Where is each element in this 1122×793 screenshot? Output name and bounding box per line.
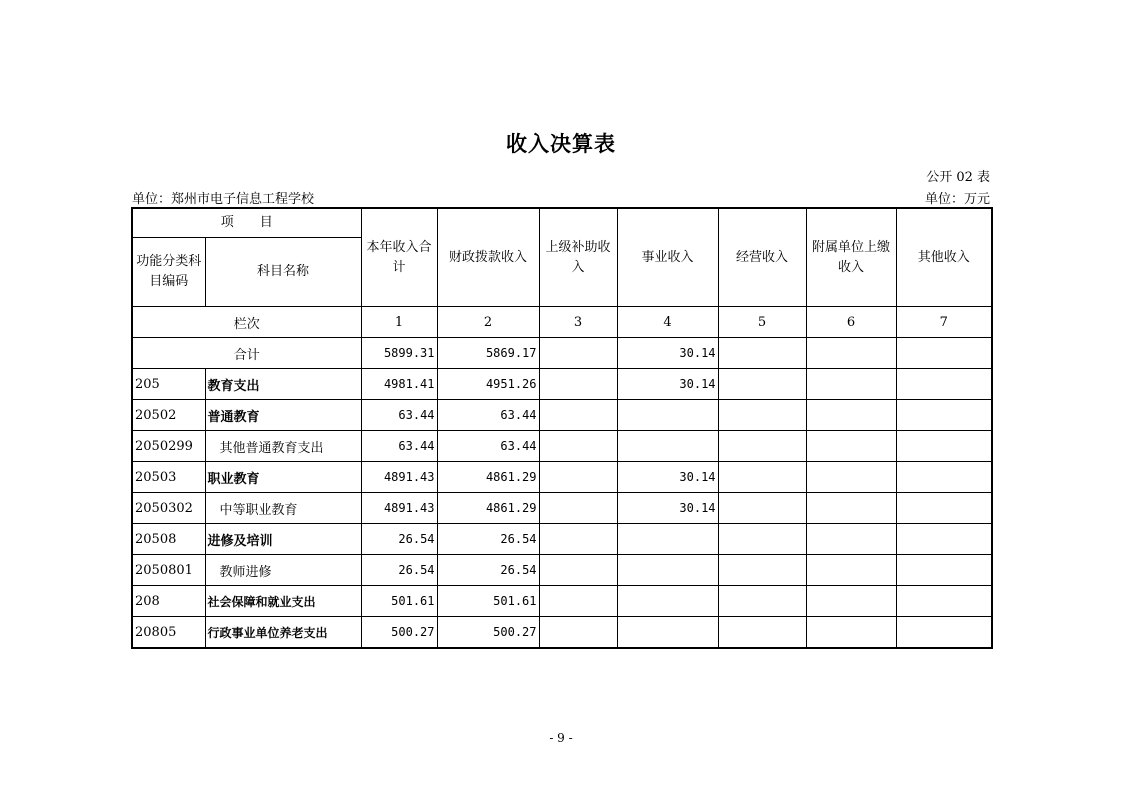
header-item: 项 目 [132,208,361,238]
table-cell [806,369,896,400]
table-cell: 501.61 [437,586,539,617]
subject-name: 普通教育 [205,400,361,431]
table-cell: 4861.29 [437,493,539,524]
page-number: - 9 - [549,731,573,745]
table-row [132,586,992,617]
table-cell: 63.44 [437,431,539,462]
table-cell: 63.44 [361,400,437,431]
table-cell: 30.14 [617,369,718,400]
total-row [132,338,992,369]
table-cell: 26.54 [361,524,437,555]
table-cell: 4981.41 [361,369,437,400]
table-cell: 30.14 [617,493,718,524]
col-num: 6 [806,307,896,338]
table-row [132,493,992,524]
table-cell [539,400,617,431]
unit-organization: 单位：郑州市电子信息工程学校 [132,192,315,207]
table-cell [617,524,718,555]
table-cell [718,493,806,524]
table-cell [539,431,617,462]
table-cell [896,524,992,555]
header-func-code: 功能分类科目编码 [132,238,205,307]
page-title: 收入决算表 [506,131,616,156]
subject-name: 社会保障和就业支出 [205,586,361,617]
table-cell: 4891.43 [361,462,437,493]
table-cell: 30.14 [617,338,718,369]
table-cell: 500.27 [437,617,539,649]
table-cell [539,369,617,400]
table-row [132,369,992,400]
subject-name: 进修及培训 [205,524,361,555]
subject-name: 行政事业单位养老支出 [205,617,361,649]
table-cell [617,586,718,617]
table-cell [718,431,806,462]
table-cell [718,400,806,431]
table-cell: 4891.43 [361,493,437,524]
header-col-5: 经营收入 [718,208,806,307]
table-cell [896,586,992,617]
header-col-2: 财政拨款收入 [437,208,539,307]
subject-name: 教师进修 [205,555,361,586]
table-cell: 501.61 [361,586,437,617]
subject-code: 20508 [132,524,205,555]
table-cell [806,586,896,617]
header-col-6: 附属单位上缴收入 [806,208,896,307]
income-table [131,207,993,649]
unit-currency: 单位：万元 [924,192,990,207]
table-cell [806,617,896,649]
table-cell [718,586,806,617]
table-cell [896,431,992,462]
table-cell [539,338,617,369]
table-cell [539,586,617,617]
table-row [132,431,992,462]
col-num: 3 [539,307,617,338]
col-num: 2 [437,307,539,338]
table-cell [617,555,718,586]
table-row [132,400,992,431]
table-cell [718,555,806,586]
subject-code: 20502 [132,400,205,431]
subject-code: 208 [132,586,205,617]
table-cell: 4951.26 [437,369,539,400]
table-cell [718,338,806,369]
total-label: 合计 [132,338,361,369]
table-cell [718,369,806,400]
header-col-7: 其他收入 [896,208,992,307]
column-number-row [132,307,992,338]
table-cell [896,338,992,369]
header-col-3: 上级补助收入 [539,208,617,307]
subject-name: 其他普通教育支出 [205,431,361,462]
table-cell: 4861.29 [437,462,539,493]
form-number: 公开 02 表 [926,170,990,185]
table-row [132,524,992,555]
table-cell [806,431,896,462]
table-cell [806,493,896,524]
subject-name: 职业教育 [205,462,361,493]
table-cell [806,462,896,493]
table-cell [617,617,718,649]
col-num: 4 [617,307,718,338]
subject-code: 205 [132,369,205,400]
subject-name: 中等职业教育 [205,493,361,524]
table-cell [896,400,992,431]
subject-name: 教育支出 [205,369,361,400]
col-num: 1 [361,307,437,338]
header-col-4: 事业收入 [617,208,718,307]
subject-code: 20503 [132,462,205,493]
header-subject-name: 科目名称 [205,238,361,307]
table-cell [896,617,992,649]
subject-code: 2050302 [132,493,205,524]
table-cell: 63.44 [437,400,539,431]
col-label: 栏次 [132,307,361,338]
table-cell [539,617,617,649]
table-cell: 30.14 [617,462,718,493]
table-cell [539,462,617,493]
table-cell [539,555,617,586]
subject-code: 20805 [132,617,205,649]
table-cell [806,524,896,555]
table-row [132,555,992,586]
header-col-1: 本年收入合计 [361,208,437,307]
table-cell [539,524,617,555]
table-cell [539,493,617,524]
table-cell [617,431,718,462]
col-num: 7 [896,307,992,338]
table-cell [718,462,806,493]
table-cell: 26.54 [361,555,437,586]
table-cell: 26.54 [437,524,539,555]
table-cell [718,524,806,555]
table-body [132,369,992,649]
table-row [132,617,992,649]
table-cell [806,555,896,586]
table-cell: 63.44 [361,431,437,462]
table-cell [896,369,992,400]
table-cell [896,555,992,586]
table-cell [617,400,718,431]
subject-code: 2050299 [132,431,205,462]
subject-code: 2050801 [132,555,205,586]
table-row [132,462,992,493]
table-cell [896,493,992,524]
table-cell: 5899.31 [361,338,437,369]
table-cell: 26.54 [437,555,539,586]
table-cell: 5869.17 [437,338,539,369]
table-cell [718,617,806,649]
table-cell [806,338,896,369]
header-row-1 [132,208,992,238]
table-cell: 500.27 [361,617,437,649]
table-cell [806,400,896,431]
table-cell [896,462,992,493]
col-num: 5 [718,307,806,338]
